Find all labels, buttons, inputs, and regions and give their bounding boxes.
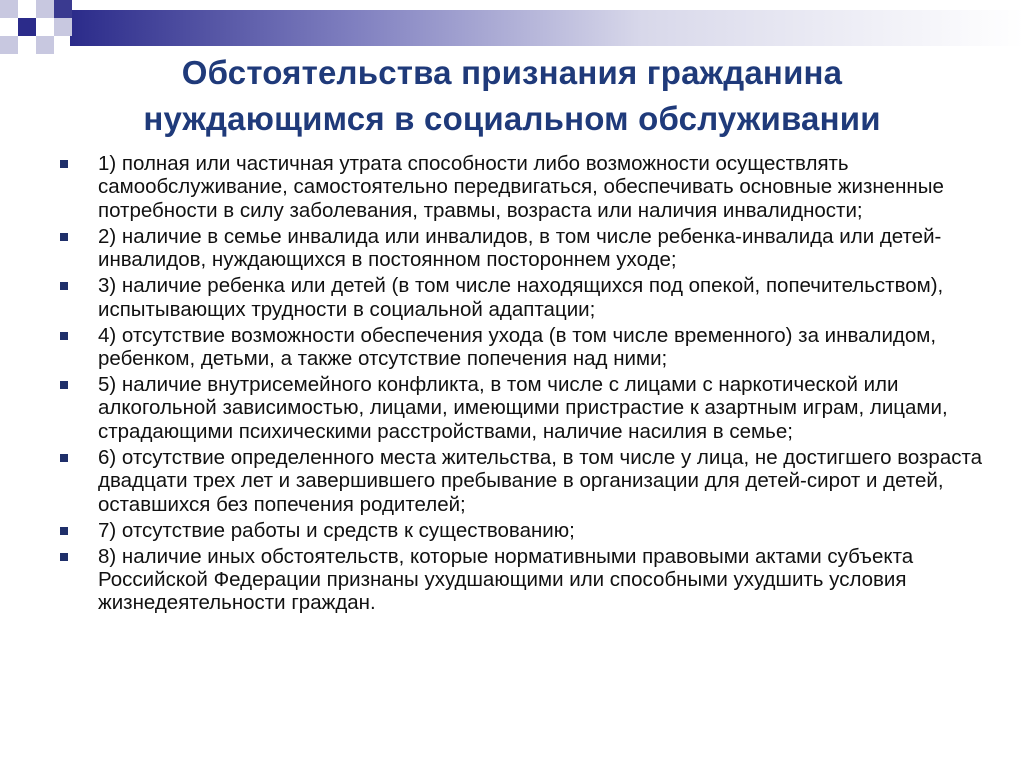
- list-item: [60, 373, 990, 443]
- list-item: [60, 152, 990, 222]
- list-item-text: 2) наличие в семье инвалида или инвалидов, в том числе ребенка-инвалида или детей-инвалидов, нуждающихся в постоянном постороннем уходе;: [98, 224, 942, 272]
- list-item: [60, 225, 990, 272]
- decorative-square: [36, 0, 54, 18]
- list-item-text: 6) отсутствие определенного места жительства, в том числе у лица, не достигшего возраста двадцати трех лет и завершившего пребывание в организации для детей-сирот и детей, оставшихся без попечения родителей;: [98, 445, 983, 516]
- square-bullet-icon: [60, 553, 68, 561]
- slide-title-line-2: нуждающимся в социальном обслуживании: [143, 100, 881, 137]
- square-bullet-icon: [60, 332, 68, 340]
- square-bullet-icon: [60, 381, 68, 389]
- list-item-text: 4) отсутствие возможности обеспечения ухода (в том числе временного) за инвалидом, ребенком, детьми, а также отсутствие попечения над ними;: [98, 323, 937, 371]
- list-item-text: 3) наличие ребенка или детей (в том числе находящихся под опекой, попечительством), испытывающих трудности в социальной адаптации;: [98, 274, 944, 321]
- list-item: [60, 519, 990, 542]
- square-bullet-icon: [60, 233, 68, 241]
- slide-title: [20, 50, 1004, 142]
- square-bullet-icon: [60, 282, 68, 290]
- square-bullet-icon: [60, 454, 68, 462]
- square-bullet-icon: [60, 527, 68, 535]
- decorative-square: [54, 0, 72, 18]
- decorative-square: [0, 36, 18, 54]
- list-item-text: 1) полная или частичная утрата способности либо возможности осуществлять самообслуживание, самостоятельно передвигаться, обеспечивать основные жизненные потребности в силу заболевания, травмы, возраста или наличия инвалидности;: [98, 152, 944, 222]
- list-item: [60, 446, 990, 516]
- slide-title-line-1: Обстоятельства признания гражданина: [181, 54, 843, 91]
- decorative-square: [54, 18, 72, 36]
- decorative-header-band: [70, 10, 1024, 46]
- list-item: [60, 274, 990, 321]
- decorative-square: [18, 18, 36, 36]
- circumstances-list: [60, 152, 990, 617]
- decorative-square: [0, 0, 18, 18]
- list-item: [60, 545, 990, 615]
- list-item-text: 7) отсутствие работы и средств к существованию;: [98, 518, 575, 542]
- list-item-text: 8) наличие иных обстоятельств, которые нормативными правовыми актами субъекта Российской Федерации признаны ухудшающими или способными ухудшить условия жизнедеятельности граждан.: [98, 544, 914, 615]
- list-item-text: 5) наличие внутрисемейного конфликта, в том числе с лицами с наркотической или алкогольной зависимостью, лицами, имеющими пристрастие к азартным играм, лицами, страдающими психическими расстройствами, наличие насилия в семье;: [98, 373, 948, 443]
- square-bullet-icon: [60, 160, 68, 168]
- list-item: [60, 324, 990, 371]
